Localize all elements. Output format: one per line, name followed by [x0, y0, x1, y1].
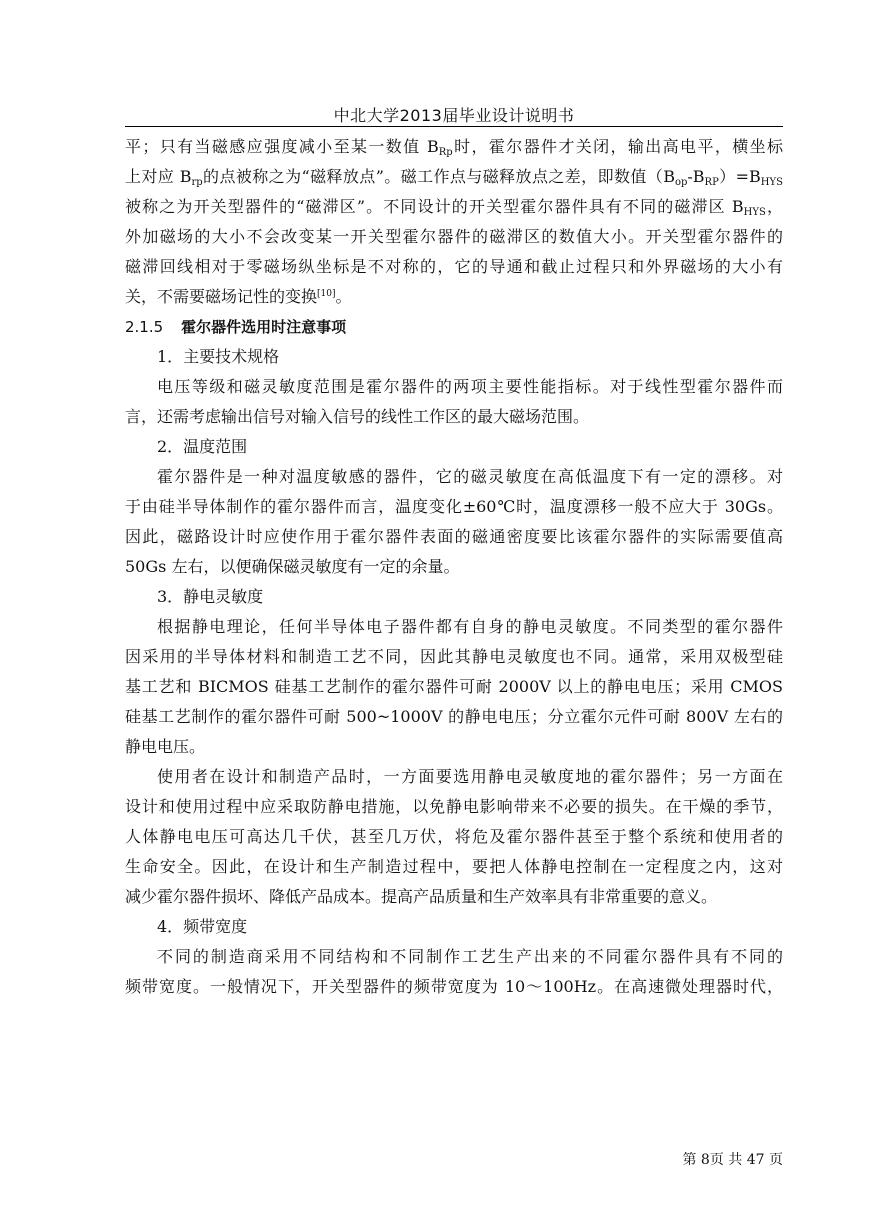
- paragraph-line: 于由硅半导体制作的霍尔器件而言，温度变化±60℃时，温度漂移一般不应大于 30Gs。: [125, 497, 783, 516]
- header-divider: [125, 126, 783, 127]
- page-number-footer: 第 8页 共 47 页: [682, 1152, 783, 1168]
- paragraph-line: 使用者在设计和制造产品时，一方面要选用静电灵敏度地的霍尔器件；另一方面在: [157, 767, 783, 786]
- paragraph-line: 不同的制造商采用不同结构和不同制作工艺生产出来的不同霍尔器件具有不同的: [157, 947, 783, 966]
- subheading: 4．频带宽度: [157, 917, 248, 936]
- paragraph-line: 基工艺和 BICMOS 硅基工艺制作的霍尔器件可耐 2000V 以上的静电电压；采用 CMOS: [125, 677, 783, 696]
- paragraph-line: 磁滞回线相对于零磁场纵坐标是不对称的，它的导通和截止过程只和外界磁场的大小有: [125, 257, 783, 276]
- paragraph-line: [125, 192, 783, 222]
- citation-superscript: [10]: [317, 289, 336, 299]
- text-run: 平；只有当磁感应强度减小至某一数值 B: [125, 137, 439, 156]
- paragraph-line: 设计和使用过程中应采取防静电措施，以免静电影响带来不必要的损失。在干燥的季节，: [125, 797, 783, 816]
- paragraph-line: [125, 162, 783, 192]
- paragraph-line: 外加磁场的大小不会改变某一开关型霍尔器件的磁滞区的数值大小。开关型霍尔器件的: [125, 227, 783, 246]
- paragraph-line: 根据静电理论，任何半导体电子器件都有自身的静电灵敏度。不同类型的霍尔器件: [157, 617, 783, 636]
- subheading: 2．温度范围: [157, 437, 248, 456]
- paragraph-line: 人体静电电压可高达几千伏，甚至几万伏，将危及霍尔器件甚至于整个系统和使用者的: [125, 827, 783, 846]
- paragraph-line: 频带宽度。一般情况下，开关型器件的频带宽度为 10～100Hz。在高速微处理器时代，: [125, 977, 783, 996]
- paragraph-line: 因此，磁路设计时应使作用于霍尔器件表面的磁通密度要比该霍尔器件的实际需要值高: [125, 527, 783, 546]
- page-header-title: 中北大学2013届毕业设计说明书: [333, 106, 575, 125]
- text-run: ，: [765, 197, 783, 216]
- subheading: 1．主要技术规格: [157, 347, 280, 366]
- section-number: 2.1.5: [125, 318, 164, 336]
- paragraph-line: 霍尔器件是一种对温度敏感的器件，它的磁灵敏度在高低温度下有一定的漂移。对: [157, 467, 783, 486]
- section-heading: [125, 312, 783, 342]
- paragraph-line: 因采用的半导体材料和制造工艺不同，因此其静电灵敏度也不同。通常，采用双极型硅: [125, 647, 783, 666]
- text-run: 上对应 B: [125, 167, 192, 186]
- document-body: [125, 132, 783, 1002]
- text-run: 时，霍尔器件才关闭，输出高电平，横坐标: [452, 137, 783, 156]
- paragraph-line: [125, 282, 783, 312]
- text-run: 的点被称之为“磁释放点”。磁工作点与磁释放点之差，即数值（B: [202, 167, 675, 186]
- subheading: 3．静电灵敏度: [157, 587, 264, 606]
- paragraph-line: 减少霍尔器件损坏、降低产品成本。提高产品质量和生产效率具有非常重要的意义。: [125, 887, 718, 906]
- text-run: 。: [335, 287, 352, 306]
- paragraph-line: 50Gs 左右，以便确保磁灵敏度有一定的余量。: [125, 557, 460, 576]
- subscript: RP: [704, 177, 719, 188]
- paragraph-line: 言，还需考虑输出信号对输入信号的线性工作区的最大磁场范围。: [125, 407, 590, 426]
- subscript: HYS: [743, 207, 766, 218]
- text-run: 关，不需要磁场记性的变换: [125, 287, 318, 306]
- subscript: HYS: [760, 177, 783, 188]
- text-run: ）=B: [718, 167, 761, 186]
- text-run: 被称之为开关型器件的“磁滞区”。不同设计的开关型霍尔器件具有不同的磁滞区 B: [125, 197, 744, 216]
- subscript: rp: [191, 177, 203, 188]
- subscript: Rp: [438, 147, 453, 158]
- paragraph-line: 硅基工艺制作的霍尔器件可耐 500~1000V 的静电电压；分立霍尔元件可耐 800V 左右的: [125, 707, 783, 726]
- paragraph-line: 生命安全。因此，在设计和生产制造过程中，要把人体静电控制在一定程度之内，这对: [125, 857, 783, 876]
- subscript: op: [674, 177, 688, 188]
- paragraph-line: 电压等级和磁灵敏度范围是霍尔器件的两项主要性能指标。对于线性型霍尔器件而: [157, 377, 783, 396]
- paragraph-line: 静电电压。: [125, 737, 206, 756]
- section-title: 霍尔器件选用时注意事项: [181, 318, 347, 336]
- text-run: -B: [687, 167, 705, 186]
- paragraph-line: [125, 132, 783, 162]
